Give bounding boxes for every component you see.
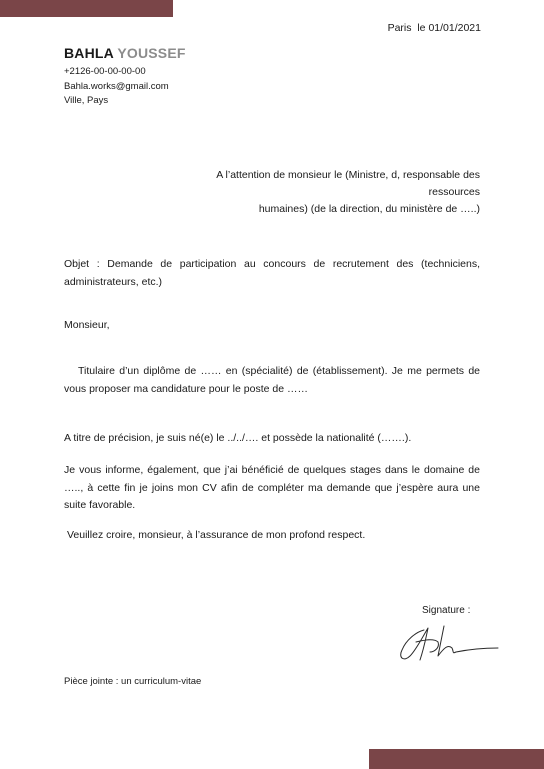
sender-name bbox=[64, 45, 186, 61]
sender-location: Ville, Pays bbox=[64, 95, 109, 106]
subject-line: Objet : Demande de participation au concours de recrutement des (techniciens, administrateurs, etc.) bbox=[64, 258, 480, 288]
attachment-note: Pièce jointe : un curriculum-vitae bbox=[64, 676, 202, 687]
sender-first-name: BAHLA bbox=[64, 45, 114, 61]
salutation: Monsieur, bbox=[64, 319, 110, 331]
paragraph-diploma: Titulaire d’un diplôme de …… en (spécialité) de (établissement). Je me permets de vous proposer ma candidature pour le poste de …… bbox=[64, 365, 480, 395]
sender-last-name: YOUSSEF bbox=[117, 45, 186, 61]
signature-label: Signature : bbox=[422, 605, 471, 616]
recipient-line-1: A l’attention de monsieur le (Ministre, d, responsable des ressources bbox=[216, 169, 480, 198]
sender-email: Bahla.works@gmail.com bbox=[64, 80, 169, 92]
recipient-block bbox=[170, 167, 480, 218]
paragraph-internships: Je vous informe, également, que j’ai bénéficié de quelques stages dans le domaine de ….., à cette fin je joins mon CV afin de compléter ma demande que j’espère aura une suite favorable. bbox=[64, 464, 480, 511]
recipient-line-2: humaines) (de la direction, du ministère de …..) bbox=[258, 203, 480, 215]
sender-phone: +2126-00-00-00-00 bbox=[64, 66, 146, 77]
bottom-accent-bar bbox=[369, 749, 544, 769]
date-line: Paris le 01/01/2021 bbox=[387, 22, 481, 34]
closing-formula: Veuillez croire, monsieur, à l’assurance de mon profond respect. bbox=[67, 529, 366, 541]
paragraph-birth-nationality: A titre de précision, je suis né(e) le ../../…. et possède la nationalité (…….). bbox=[64, 432, 412, 444]
sender-block bbox=[64, 45, 186, 109]
handwritten-signature bbox=[394, 622, 500, 666]
top-accent-bar bbox=[0, 0, 173, 17]
